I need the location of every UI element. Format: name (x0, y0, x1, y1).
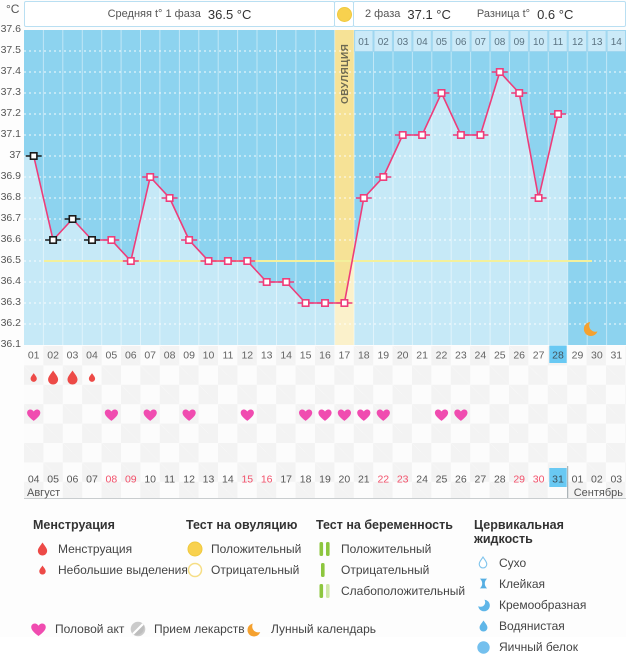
legend-section-title: Тест на беременность (316, 518, 453, 532)
calendar-date: 05 (47, 473, 59, 486)
y-tick-label: 36.6 (0, 233, 21, 245)
eggwhite-circle-icon (474, 639, 492, 655)
calendar-date: 08 (105, 473, 118, 486)
calendar-date: 29 (513, 473, 526, 486)
calendar-date: 26 (455, 473, 467, 486)
sticky-icon (474, 576, 492, 591)
data-point-marker (108, 237, 114, 243)
legend-item (316, 580, 465, 601)
intercourse-heart-icon (144, 410, 157, 421)
phase2-day-label: 07 (474, 37, 486, 48)
legend-item (474, 636, 626, 657)
day-label[interactable]: 04 (86, 349, 98, 362)
data-point-marker (283, 279, 289, 285)
bar-one-icon (316, 562, 334, 578)
day-label[interactable]: 12 (241, 349, 254, 362)
intercourse-heart-icon (338, 410, 351, 421)
data-point-marker (341, 300, 347, 306)
legend-item-label: Яичный белок (499, 639, 578, 654)
calendar-date: 23 (396, 473, 409, 486)
phase2-day-label: 11 (552, 37, 564, 48)
y-tick-label: 36.3 (0, 296, 21, 308)
calendar-date: 20 (338, 473, 351, 486)
data-point-marker (555, 111, 561, 117)
day-label[interactable]: 08 (163, 349, 176, 362)
legend-footer-lunar-calendar (247, 620, 376, 638)
y-tick-label: 37.2 (0, 107, 21, 119)
calendar-date: 22 (377, 473, 390, 486)
day-label[interactable]: 11 (222, 349, 234, 362)
data-point-marker (89, 237, 95, 243)
y-tick-label: 36.5 (0, 254, 21, 266)
phase2-day-label: 08 (494, 37, 506, 48)
calendar-date: 13 (202, 473, 215, 486)
day-label[interactable]: 22 (435, 349, 448, 362)
y-tick-label: 36.2 (0, 317, 21, 329)
day-label[interactable]: 17 (338, 349, 351, 362)
calendar-date: 25 (435, 473, 448, 486)
legend-section-menstruation (33, 518, 188, 580)
y-tick-label: 36.7 (0, 212, 21, 224)
data-point-marker (166, 195, 172, 201)
data-point-marker (438, 90, 444, 96)
diff-value: 0.6 °C (537, 6, 574, 22)
phase2-day-label: 05 (435, 37, 448, 48)
legend-item-label: Клейкая (499, 576, 546, 591)
data-point-marker (244, 258, 250, 264)
ovulation-positive-icon (337, 7, 352, 22)
tracking-rows (24, 345, 626, 500)
legend-item-label: Небольшие выделения (58, 562, 188, 577)
day-label[interactable]: 19 (377, 349, 390, 362)
phase2-day-label: 12 (571, 37, 584, 48)
data-point-marker (380, 174, 386, 180)
y-axis (0, 0, 21, 360)
legend-item-label: Сухо (499, 555, 527, 570)
legend-item (474, 573, 626, 594)
calendar-date: 15 (241, 473, 254, 486)
intercourse-heart-icon (105, 410, 118, 421)
phase1-value: 36.5 °C (207, 6, 252, 22)
legend-section-cervical-fluid (474, 518, 626, 657)
phase2-day-label: 02 (377, 37, 389, 48)
calendar-date: 28 (493, 473, 506, 486)
calendar-date: 06 (66, 473, 79, 486)
y-tick-label: 37.5 (0, 44, 21, 56)
circle-outline-icon (186, 562, 204, 578)
phase2-value: 37.1 °C (407, 6, 451, 22)
day-label[interactable]: 20 (396, 349, 409, 362)
drop-outline-icon (474, 555, 492, 570)
calendar-date: 21 (357, 473, 370, 486)
day-label[interactable]: 28 (552, 349, 564, 362)
intercourse-heart-icon (299, 410, 312, 421)
day-label[interactable]: 30 (591, 349, 603, 362)
legend-item-label: Лунный календарь (271, 622, 377, 636)
calendar-date: 09 (124, 473, 137, 486)
y-tick-label: 37.3 (0, 86, 21, 98)
phase2-day-label: 09 (513, 37, 525, 48)
phase2-day-label: 10 (533, 37, 545, 48)
intercourse-heart-icon (357, 410, 370, 421)
legend-item-label: Прием лекарств (154, 622, 245, 636)
menstruation-drop-icon (31, 373, 37, 382)
phase2-day-label: 14 (610, 37, 622, 48)
legend-item (186, 559, 301, 580)
calendar-date: 18 (299, 473, 312, 486)
y-tick-label: 36.1 (0, 338, 21, 350)
legend-item-label: Отрицательный (211, 562, 300, 577)
day-label[interactable]: 21 (416, 349, 428, 362)
day-label[interactable]: 10 (202, 349, 215, 362)
phase2-label: 2 фаза (365, 8, 401, 20)
data-point-marker (50, 237, 56, 243)
menstruation-drop-icon (68, 371, 78, 385)
legend-item-label: Слабоположительный (341, 583, 466, 598)
moon-icon-chart-cutout (589, 319, 601, 331)
data-point-marker (516, 90, 522, 96)
legend-item-label: Половой акт (55, 622, 125, 636)
phase2-day-label: 04 (416, 37, 428, 48)
legend-item-label: Кремообразная (499, 597, 587, 612)
creamy-icon (474, 597, 492, 613)
calendar-date: 17 (280, 473, 293, 486)
intercourse-heart-icon (318, 410, 331, 421)
legend-item (474, 594, 626, 615)
legend-item (33, 559, 188, 580)
calendar-date: 07 (86, 473, 98, 486)
temperature-chart[interactable] (24, 30, 626, 345)
data-point-marker (186, 237, 192, 243)
calendar-date: 03 (610, 473, 623, 486)
menstruation-drop-icon (89, 373, 95, 382)
intercourse-heart-icon (182, 410, 195, 421)
data-point-marker (322, 300, 328, 306)
phase2-day-label: 01 (358, 37, 370, 48)
data-point-marker (147, 174, 153, 180)
phase2-summary (353, 1, 626, 27)
phase1-label: Средняя t° 1 фаза (107, 8, 201, 20)
pill-icon (130, 621, 146, 637)
y-tick-label: 36.4 (0, 275, 21, 287)
day-label[interactable]: 05 (105, 349, 118, 362)
calendar-date: 02 (591, 473, 603, 486)
month-label-september: Сентябрь (573, 487, 623, 499)
legend-item-label: Водянистая (499, 618, 565, 633)
calendar-date: 19 (319, 473, 331, 486)
legend-item (316, 559, 465, 580)
day-label[interactable]: 31 (610, 349, 623, 362)
intercourse-heart-icon (454, 410, 467, 421)
calendar-date: 24 (416, 473, 428, 486)
data-point-marker (477, 132, 483, 138)
y-tick-label: 37.4 (0, 65, 21, 77)
day-label[interactable]: 13 (260, 349, 273, 362)
data-point-marker (361, 195, 367, 201)
menstruation-drop-icon (48, 371, 58, 385)
data-point-marker (458, 132, 464, 138)
data-point-marker (128, 258, 134, 264)
data-point-marker (31, 153, 37, 159)
y-tick-label: 37.1 (0, 128, 21, 140)
data-point-marker (225, 258, 231, 264)
data-point-marker (302, 300, 308, 306)
day-label[interactable]: 26 (513, 349, 526, 362)
phase2-day-label: 13 (591, 37, 603, 48)
bars-weak-icon (316, 583, 334, 599)
legend-section-title: Менструация (33, 518, 115, 532)
legend-item (186, 538, 301, 559)
legend-item-label: Отрицательный (341, 562, 430, 577)
diff-label: Разница t° (476, 8, 531, 20)
day-label[interactable]: 24 (474, 349, 487, 362)
intercourse-heart-icon (435, 410, 448, 421)
calendar-date: 12 (183, 473, 195, 486)
day-label[interactable]: 27 (532, 349, 545, 362)
data-point-marker (205, 258, 211, 264)
intercourse-heart-icon (377, 410, 390, 421)
moon-icon (247, 621, 263, 637)
day-label[interactable]: 25 (493, 349, 506, 362)
day-label[interactable]: 14 (280, 349, 293, 362)
day-label[interactable]: 06 (124, 349, 137, 362)
calendar-date: 01 (571, 473, 584, 486)
day-label[interactable]: 07 (144, 349, 157, 362)
ovulation-band-label: ОВУЛЯЦИЯ (339, 43, 351, 104)
data-point-marker (535, 195, 541, 201)
y-tick-label: 37.6 (0, 23, 21, 35)
legend-section-title: Тест на овуляцию (186, 518, 298, 532)
watery-drop-icon (474, 619, 492, 633)
phase2-day-label: 06 (455, 37, 467, 48)
legend-item (474, 615, 626, 636)
day-label[interactable]: 18 (357, 349, 370, 362)
day-label[interactable]: 16 (319, 349, 331, 362)
day-label[interactable]: 01 (27, 349, 40, 362)
legend-section-ovulation-test (186, 518, 301, 580)
data-point-marker (497, 69, 503, 75)
phase2-day-label: 03 (397, 37, 409, 48)
bars-two-icon (316, 541, 334, 557)
legend-item-label: Положительный (341, 541, 432, 556)
day-label[interactable]: 09 (183, 349, 195, 362)
day-label[interactable]: 23 (455, 349, 467, 362)
calendar-date: 04 (27, 473, 40, 486)
calendar-date: 27 (474, 473, 487, 486)
heart-icon (30, 622, 47, 637)
legend-item (474, 552, 626, 573)
y-axis-unit-label: °C (6, 2, 20, 16)
legend-section-title: Цервикальная жидкость (474, 518, 564, 546)
intercourse-heart-icon (27, 410, 40, 421)
day-label[interactable]: 02 (47, 349, 59, 362)
day-label[interactable]: 15 (299, 349, 312, 362)
legend-footer-intercourse (30, 620, 124, 638)
ovulation-header-cell (334, 1, 354, 27)
legend-footer-medication (130, 620, 245, 638)
y-tick-label: 37 (9, 149, 21, 161)
drop-large-icon (33, 541, 51, 557)
drop-small-icon (33, 564, 51, 576)
data-point-marker (264, 279, 270, 285)
calendar-date: 16 (260, 473, 273, 486)
legend-item-label: Положительный (211, 541, 302, 556)
intercourse-heart-icon (241, 410, 254, 421)
data-point-marker (69, 216, 75, 222)
legend-section-pregnancy-test (316, 518, 465, 601)
y-tick-label: 36.9 (0, 170, 21, 182)
circle-filled-icon (186, 541, 204, 557)
data-point-marker (419, 132, 425, 138)
calendar-date: 14 (222, 473, 234, 486)
calendar-date: 11 (164, 473, 176, 486)
legend-item (316, 538, 465, 559)
month-label-august: Август (27, 487, 61, 499)
day-label[interactable]: 03 (66, 349, 79, 362)
phase1-summary (24, 1, 335, 27)
day-label[interactable]: 29 (571, 349, 584, 362)
legend-item (33, 538, 188, 559)
calendar-date: 30 (532, 473, 545, 486)
data-point-marker (400, 132, 406, 138)
y-tick-label: 36.8 (0, 191, 21, 203)
legend-item-label: Менструация (58, 541, 133, 556)
calendar-date: 31 (552, 473, 564, 486)
calendar-date: 10 (144, 473, 157, 486)
